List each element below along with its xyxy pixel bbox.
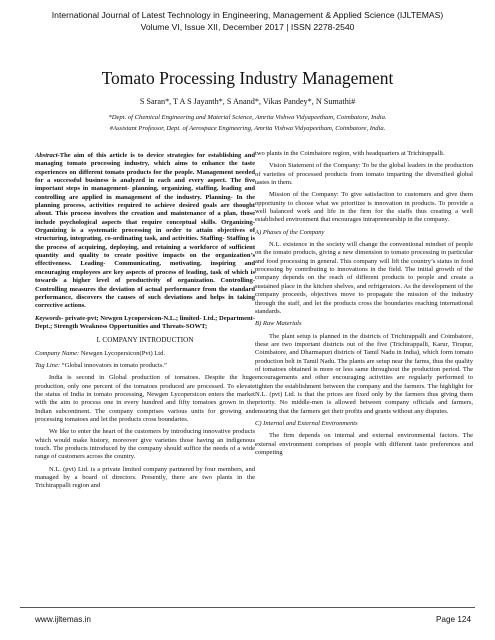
left-column <box>35 152 255 495</box>
paragraph: N.L. (pvt) Ltd. is a private limited company partnered by four members, and managed by a board of directors. Presently, there are two plants in the Trichirappalli region and <box>35 465 255 490</box>
paragraph: The plant setup is planned in the districts of Trichirappalli and Coimbatore, these are two important districts out of the five (Trichirappalli, Karur, Tirupur, Coimbatore, and Dharmapuri districts of Tamil Nadu in India), which form tomato production belt in Tamil Nadu. The plants are setup near the farms, thus the quality of tomatoes obtained is more or less same throughout the production period. The encouragements and other encouraging activities are regularly performed to tighten the establishment between the company and the farmers. The highlight for N.L. (pvt) Ltd. is that the prices are fixed only by the farmers thus giving them priority. No middle-men is allowed between company officials and farmers, ensuring that the farmers get their profits and grants without any disputes. <box>255 332 473 415</box>
paragraph: We like to enter the heart of the customers by introducing innovative products which would make history, moreover give varieties those having an indigenous touch. The products introduced by the company should suffice the needs of a wide range of customers across the country. <box>35 428 255 461</box>
vision-statement: Vision Statement of the Company: To be the global leaders in the production of varieties of processed products from tomato imparting the diversified global tastes in them. <box>255 162 473 187</box>
right-column <box>255 150 473 461</box>
journal-title: International Journal of Latest Technology in Engineering, Management & Applied Science (IJLTEMAS) <box>51 10 444 20</box>
keywords-text: private-pvt; Newgen Lycopersicon-N.L.; limited- Ltd.; Department-Dept.; Strength Weakness Opportunities and Threats-SOWT; <box>35 314 255 330</box>
paragraph: N.L. existence in the society will change the conventional mindset of people on the tomato products, giving a new dimension to tomato processing in particular and food processing in general. This company will lift the country’s status in food processing by contributing to innovations in the field. The initial growth of the company depends on the reach of different products to people and create a sustained place in the kitchen shelves, and refrigerators. As the development of the company proceeds, objectives move to propagate the mission of the industry through the staff, and let the products cross the boundaries reaching international standards. <box>255 241 473 315</box>
company-name-label: Company Name: <box>35 349 80 357</box>
footer-divider <box>20 607 475 608</box>
tag-line-value: “Global innovators in tomato products.” <box>60 361 167 369</box>
paragraph: The firm depends on internal and external environmental factors. The external environment comprises of people with different taste preferences and competing <box>255 432 473 456</box>
section-heading-company-intro: I. COMPANY INTRODUCTION <box>96 336 194 345</box>
subsection-heading-phases: A) Phases of the Company <box>255 228 325 236</box>
subsection-heading-environments: C) Internal and External Environments <box>255 419 358 427</box>
footer-url[interactable]: www.ijltemas.in <box>35 615 91 624</box>
subsection-heading-raw-materials: B) Raw Materials <box>255 320 302 328</box>
mission-statement: Mission of the Company: To give satisfaction to customers and give them opportunity to choose what we prioritize is innovation in products. To provide a well balanced work and life in the firm for the staffs thus creating a well established environment that encourages intrapreneurship in the company. <box>255 191 473 224</box>
keywords-label: Keywords- <box>35 314 64 322</box>
affiliations <box>20 113 475 134</box>
keywords <box>35 315 255 332</box>
paragraph: India is second in Global production of tomatoes. Despite the huge production, only one percent of the tomatoes produced are processed. To elevate the status of India in tomato processing, Newgen Lycopersicon enters the market with the aim to process one in every hundred and fifty tomatoes grown in the Indian subcontinent. The company comprises various units for growing and processing tomatoes and let the products cross boundaries. <box>35 374 255 423</box>
abstract-text: The aim of this article is to device strategies for establishing and managing tomato processing industry, which aims to enhance the taste experiences on different tomato products for the people. Management needed for a successful business is analyzed in each and every aspect. The five important steps in management- planning, organizing, staffing, leading and controlling are applied in management of the industry. Planning- In the planning process, activities required to achieve desired goals are thought about. This process involves the creation and maintenance of a plan, those include psychological aspects that require conceptual skills. Organizing- Organizing is a systematic processing in order to attain objectives of structuring, integrating, co-ordinating task, and activities. Staffing- Staffing is the process of acquiring, deploying, and retaining a workforce of sufficient quantity and quality to create positive impacts on the organization’s effectiveness. Leading- Communicating, motivating, inspiring and encouraging employees are key aspects of process of leading, task of which is towards a higher level of productivity of organization. Controlling- Controlling measures the deviation of actual performance from the standard performance, discovers the causes of such deviations and helps in taking corrective actions. <box>35 152 255 310</box>
journal-issue: Volume VI, Issue XII, December 2017 | ISSN 2278-2540 <box>140 22 355 32</box>
paper-title: Tomato Processing Industry Management <box>101 68 394 88</box>
tag-line <box>35 362 255 370</box>
affiliation-1: *Dept. of Chemical Engineering and Material Science, Amrita Vishwa Vidyapeetham, Coimbatore, India. <box>108 114 387 121</box>
page-number: Page 124 <box>435 615 471 624</box>
affiliation-2: #Assistant Professor, Dept. of Aerospace Engineering, Amrita Vishwa Vidyapeetham, Coimbatore, India. <box>109 124 386 132</box>
paper-authors: S Saran*, T A S Jayanth*, S Anand*, Vikas Pandey*, N Sumathi# <box>139 97 356 106</box>
paragraph: two plants in the Coimbatore region, with headquarters at Trichirappalli. <box>255 150 445 157</box>
abstract <box>35 152 255 311</box>
company-name <box>35 350 255 358</box>
journal-header <box>20 9 475 33</box>
company-name-value: Newgen Lycopersicon(Pvt) Ltd. <box>79 349 166 357</box>
abstract-label: Abstract- <box>35 152 60 159</box>
tag-line-label: Tag Line: <box>35 361 61 369</box>
